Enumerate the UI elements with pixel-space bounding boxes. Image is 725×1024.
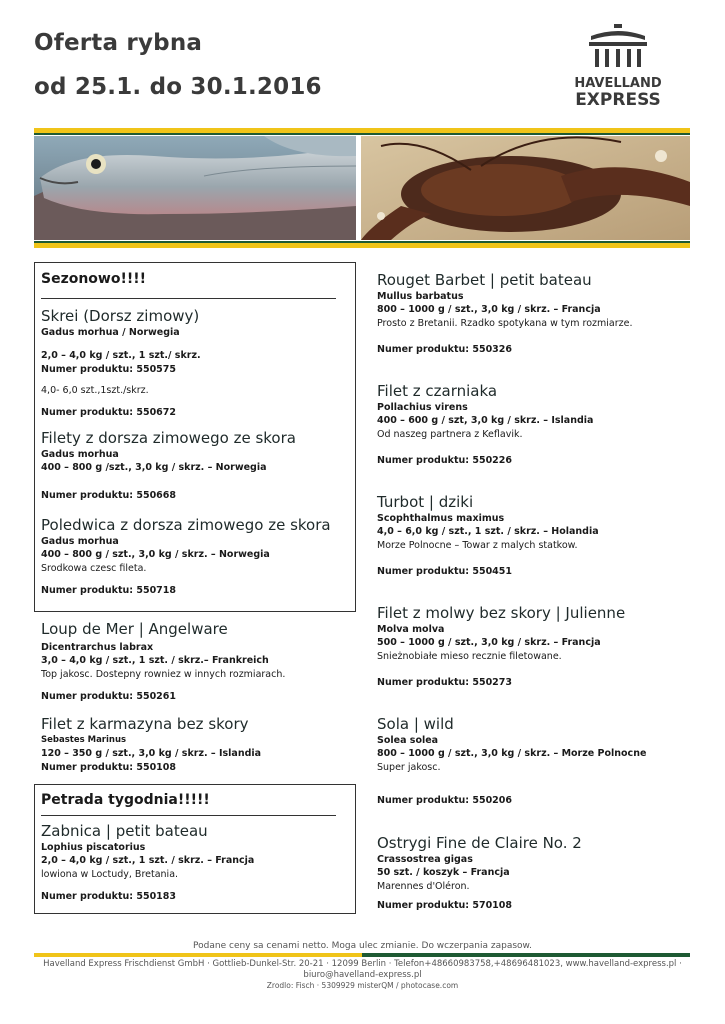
product-latin: Gadus morhua <box>41 536 119 547</box>
product-number: Numer produktu: 550108 <box>41 762 177 773</box>
product-number: Numer produktu: 550183 <box>41 891 177 902</box>
logo-line1: HAVELLAND <box>574 76 662 91</box>
product-number: Numer produktu: 550672 <box>41 407 177 418</box>
logo-line2: EXPRESS <box>575 90 661 110</box>
product-number: Numer produktu: 550326 <box>377 344 513 355</box>
product-ostrygi <box>377 833 582 913</box>
product-note: Snieżnobiałe mieso recznie filetowane. <box>377 651 562 662</box>
date-range: od 25.1. do 30.1.2016 <box>34 74 322 100</box>
havelland-logo <box>568 22 668 108</box>
product-spec: 500 – 1000 g / szt., 3,0 kg / skrz. – Francja <box>377 637 601 648</box>
yellow-stripe-lower <box>34 243 690 248</box>
product-karmazyn <box>41 714 261 775</box>
product-note: Prosto z Bretanii. Rzadko spotykana w tym rozmiarze. <box>377 318 633 329</box>
seasonal-divider <box>41 298 336 299</box>
footer-yellow-stripe <box>34 953 362 957</box>
product-title: Sola | wild <box>377 715 454 733</box>
product-latin: Scophthalmus maximus <box>377 513 505 524</box>
seasonal-header: Sezonowo!!!! <box>41 271 147 287</box>
product-latin: Gadus morhua / Norwegia <box>41 327 180 338</box>
product-number: Numer produktu: 550206 <box>377 795 513 806</box>
product-number: Numer produktu: 550226 <box>377 455 513 466</box>
product-note: Od naszeg partnera z Keflavik. <box>377 429 523 440</box>
product-title: Filet z molwy bez skory | Julienne <box>377 604 626 622</box>
product-latin: Pollachius virens <box>377 402 468 413</box>
product-note: lowiona w Loctudy, Bretania. <box>41 869 179 880</box>
product-latin: Lophius piscatorius <box>41 842 146 853</box>
product-number: Numer produktu: 550575 <box>41 364 177 375</box>
product-spec: 120 – 350 g / szt., 3,0 kg / skrz. – Islandia <box>41 748 262 759</box>
lobster-photo <box>361 136 690 240</box>
product-zabnica <box>41 821 254 904</box>
product-spec: 400 – 800 g /szt., 3,0 kg / skrz. – Norwegia <box>41 462 267 473</box>
product-note: Morze Polnocne – Towar z malych statkow. <box>377 540 578 551</box>
product-number: Numer produktu: 550273 <box>377 677 513 688</box>
product-number: Numer produktu: 550668 <box>41 490 177 501</box>
product-spec: 2,0 – 4,0 kg / szt., 1 szt. / skrz. – Francja <box>41 855 255 866</box>
footer-green-stripe <box>362 953 690 957</box>
green-stripe <box>34 133 690 135</box>
product-note: Top jakosc. Dostepny rowniez w innych rozmiarach. <box>41 669 286 680</box>
product-spec: 50 szt. / koszyk – Francja <box>377 867 510 878</box>
product-title: Filety z dorsza zimowego ze skora <box>41 429 296 447</box>
product-spec: 800 – 1000 g / szt., 3,0 kg / skrz. – Morze Polnocne <box>377 748 647 759</box>
footer-email: biuro@havelland-express.pl <box>303 970 422 980</box>
product-sola <box>377 714 646 808</box>
product-title: Zabnica | petit bateau <box>41 822 208 840</box>
footer-note: Podane ceny sa cenami netto. Moga ulec zmianie. Do wczerpania zapasow. <box>193 941 532 951</box>
product-title: Ostrygi Fine de Claire No. 2 <box>377 834 582 852</box>
product-spec: 400 – 800 g / szt., 3,0 kg / skrz. – Norwegia <box>41 549 270 560</box>
product-latin: Mullus barbatus <box>377 291 464 302</box>
product-latin: Solea solea <box>377 735 439 746</box>
product-skrei <box>41 306 201 420</box>
product-latin: Molva molva <box>377 624 445 635</box>
product-title: Filet z karmazyna bez skory <box>41 715 249 733</box>
product-filety <box>41 428 296 503</box>
product-molwa <box>377 603 625 690</box>
columns-icon <box>587 22 649 72</box>
footer-credit: Zrodlo: Fisch · 5309929 misterQM / photocase.com <box>266 981 459 990</box>
product-spec: 800 – 1000 g / szt., 3,0 kg / skrz. – Francja <box>377 304 601 315</box>
product-latin: Dicentrarchus labrax <box>41 642 154 653</box>
product-latin: Gadus morhua <box>41 449 119 460</box>
product-note: Srodkowa czesc fileta. <box>41 563 147 574</box>
product-title: Loup de Mer | Angelware <box>41 620 228 638</box>
product-latin: Crassostrea gigas <box>377 854 473 865</box>
product-title: Skrei (Dorsz zimowy) <box>41 307 200 325</box>
product-title: Rouget Barbet | petit bateau <box>377 271 592 289</box>
product-number: Numer produktu: 550718 <box>41 585 177 596</box>
product-czarniak <box>377 381 593 468</box>
product-latin: Sebastes Marinus <box>41 735 127 745</box>
product-title: Turbot | dziki <box>377 493 474 511</box>
product-number: Numer produktu: 550261 <box>41 691 177 702</box>
page-title: Oferta rybna <box>34 30 203 56</box>
product-rouget <box>377 270 633 357</box>
fish-photo <box>34 136 356 240</box>
footer-address: Havelland Express Frischdienst GmbH · Gottlieb-Dunkel-Str. 20-21 · 12099 Berlin · Telefon+48660983758,+48696481023, www.havelland-express.pl · <box>43 959 682 969</box>
product-spec: 3,0 – 4,0 kg / szt., 1 szt. / skrz.– Frankreich <box>41 655 269 666</box>
product-title: Filet z czarniaka <box>377 382 498 400</box>
product-title: Poledwica z dorsza zimowego ze skora <box>41 516 331 534</box>
product-poledwica <box>41 515 331 598</box>
product-spec: 4,0- 6,0 szt.,1szt./skrz. <box>41 385 149 396</box>
product-number: Numer produktu: 550451 <box>377 566 513 577</box>
product-spec: 4,0 – 6,0 kg / szt., 1 szt. / skrz. – Holandia <box>377 526 599 537</box>
weekly-divider <box>41 815 336 816</box>
product-spec: 2,0 – 4,0 kg / szt., 1 szt./ skrz. <box>41 350 201 361</box>
product-loup <box>41 619 285 704</box>
product-note: Marennes d'Oléron. <box>377 881 470 892</box>
product-spec: 400 – 600 g / szt, 3,0 kg / skrz. – Islandia <box>377 415 594 426</box>
product-turbot <box>377 492 599 579</box>
weekly-header: Petrada tygodnia!!!!! <box>41 792 210 808</box>
product-number: Numer produktu: 570108 <box>377 900 513 911</box>
product-note: Super jakosc. <box>377 762 441 773</box>
